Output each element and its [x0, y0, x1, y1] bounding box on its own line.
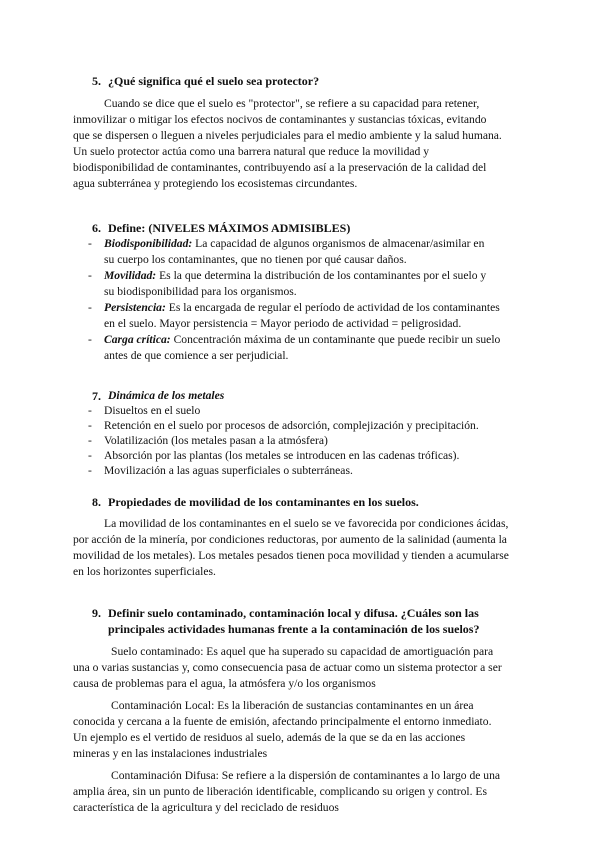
- section-6-number: 6.: [92, 221, 101, 235]
- paragraph-line: Un ejemplo es el vertido de residuos al suelo, además de la que se da en las acciones: [73, 731, 466, 744]
- paragraph-line: biodisponibilidad de contaminantes, contribuyendo así a la preservación de la calidad del: [73, 161, 487, 174]
- definition-term: Persistencia:: [104, 301, 166, 314]
- section-6-title: Define: (NIVELES MÁXIMOS ADMISIBLES): [108, 221, 351, 235]
- definition-text: Concentración máxima de un contaminante que puede recibir un suelo: [173, 333, 501, 346]
- definition-term: Movilidad:: [104, 269, 157, 282]
- section-9-title: principales actividades humanas frente a la contaminación de los suelos?: [108, 622, 480, 636]
- section-5-number: 5.: [92, 74, 101, 88]
- list-bullet: -: [88, 237, 92, 250]
- definition-item: [104, 332, 500, 348]
- section-7-title: Dinámica de los metales: [108, 389, 225, 402]
- list-item: Retención en el suelo por procesos de adsorción, complejización y precipitación.: [104, 419, 479, 432]
- definition-term: Carga crítica:: [104, 333, 171, 346]
- paragraph-line: Un suelo protector actúa como una barrera natural que reduce la movilidad y: [73, 145, 430, 158]
- definition-term: Biodisponibilidad:: [104, 237, 193, 250]
- paragraph-line: Contaminación Difusa: Se refiere a la dispersión de contaminantes a lo largo de una: [111, 769, 501, 782]
- section-8-title: Propiedades de movilidad de los contaminantes en los suelos.: [108, 495, 419, 509]
- list-bullet: -: [88, 419, 92, 432]
- paragraph-line: Contaminación Local: Es la liberación de sustancias contaminantes en un área: [111, 699, 474, 712]
- definition-text: Es la que determina la distribución de los contaminantes por el suelo y: [159, 269, 487, 282]
- paragraph-line: inmovilizar o mitigar los efectos nocivos de contaminantes y sustancias tóxicas, evitando: [73, 113, 487, 126]
- paragraph-line: mineras y en las instalaciones industriales: [73, 747, 268, 760]
- definition-text: La capacidad de algunos organismos de almacenar/asimilar en: [195, 237, 485, 250]
- definition-item: [104, 236, 484, 252]
- definition-text: su cuerpo los contaminantes, que no tienen por qué causar daños.: [104, 253, 407, 266]
- definition-text: en el suelo. Mayor persistencia = Mayor periodo de actividad = peligrosidad.: [104, 317, 462, 330]
- paragraph-line: conocida y cercana a la fuente de emisión, afectando principalmente el entorno inmediato.: [73, 715, 492, 728]
- definition-text: Es la encargada de regular el período de actividad de los contaminantes: [168, 301, 500, 314]
- paragraph-line: una o varias sustancias y, como consecuencia pasa de actuar como un sistema protector a ser: [73, 661, 502, 674]
- list-bullet: -: [88, 269, 92, 282]
- paragraph-line: que se dispersen o lleguen a niveles perjudiciales para el medio ambiente y la salud humana.: [73, 129, 502, 142]
- list-bullet: -: [88, 449, 92, 462]
- paragraph-line: Suelo contaminado: Es aquel que ha superado su capacidad de amortiguación para: [111, 645, 494, 658]
- definition-item: [104, 268, 486, 284]
- paragraph-line: La movilidad de los contaminantes en el suelo se ve favorecida por condiciones ácidas,: [104, 517, 509, 530]
- section-7-number: 7.: [92, 389, 101, 403]
- paragraph-line: movilidad de los metales). Los metales pesados tienen poca movilidad y tienden a acumularse: [73, 549, 509, 562]
- list-bullet: -: [88, 464, 92, 477]
- list-item: Disueltos en el suelo: [104, 404, 201, 417]
- paragraph-line: amplia área, sin un punto de liberación identificable, complicando su origen y control. Es: [73, 785, 488, 798]
- paragraph-line: Cuando se dice que el suelo es "protector", se refiere a su capacidad para retener,: [104, 97, 480, 110]
- list-bullet: -: [88, 434, 92, 447]
- list-item: Absorción por las plantas (los metales se introducen en las cadenas tróficas).: [104, 449, 460, 462]
- definition-item: [104, 300, 500, 316]
- definition-text: su biodisponibilidad para los organismos.: [104, 285, 297, 298]
- list-bullet: -: [88, 404, 92, 417]
- paragraph-line: en los horizontes superficiales.: [73, 565, 216, 578]
- paragraph-line: por acción de la minería, por condiciones reductoras, por aumento de la salinidad (aumenta la: [73, 533, 507, 546]
- section-9-number: 9.: [92, 606, 101, 620]
- list-item: Volatilización (los metales pasan a la atmósfera): [104, 434, 328, 447]
- section-5-title: ¿Qué significa qué el suelo sea protector?: [108, 74, 320, 88]
- section-9-title: Definir suelo contaminado, contaminación local y difusa. ¿Cuáles son las: [108, 606, 479, 620]
- paragraph-line: causa de problemas para el agua, la atmósfera y/o los organismos: [73, 677, 376, 690]
- paragraph-line: característica de la agricultura y del reciclado de residuos: [73, 801, 339, 814]
- list-bullet: -: [88, 301, 92, 314]
- section-8-number: 8.: [92, 495, 101, 509]
- list-item: Movilización a las aguas superficiales o subterráneas.: [104, 464, 353, 477]
- list-bullet: -: [88, 333, 92, 346]
- definition-text: antes de que comience a ser perjudicial.: [104, 349, 289, 362]
- paragraph-line: agua subterránea y protegiendo los ecosistemas circundantes.: [73, 177, 358, 190]
